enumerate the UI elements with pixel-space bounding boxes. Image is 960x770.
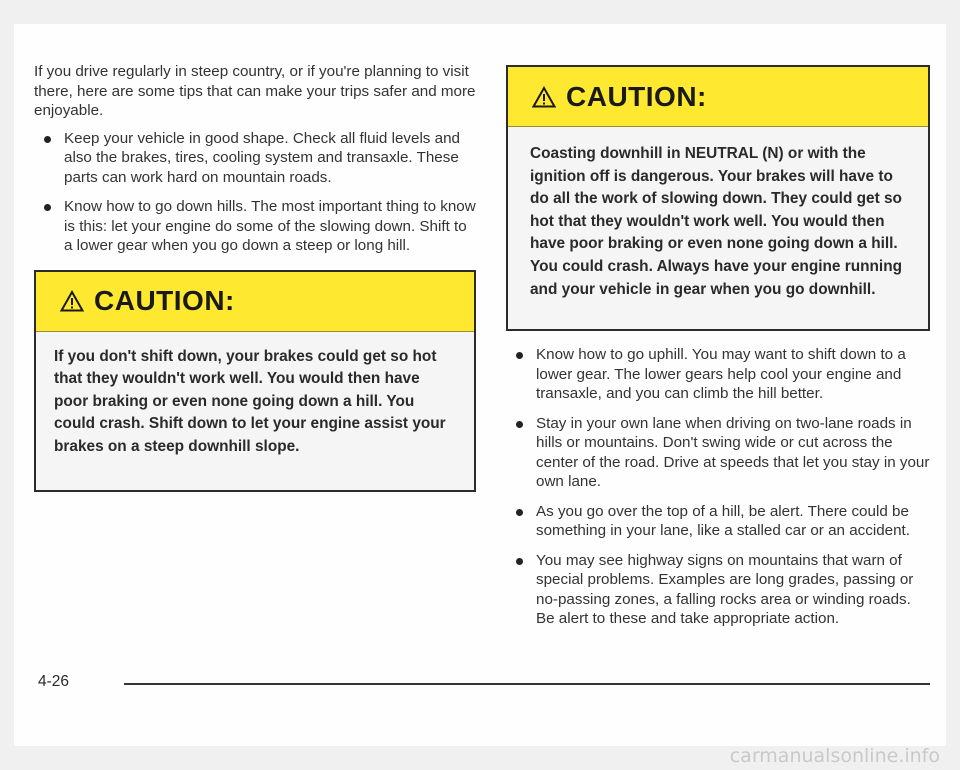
bullet-icon [516,558,523,565]
left-bullet-list [34,129,476,256]
caution-box-right [506,65,930,331]
caution-text: If you don't shift down, your brakes could get so hot that they wouldn't work well. You would then have poor braking or even none going down a hill. You could crash. Shift down to let your engine assist your brakes on a steep downhill slope. [54,347,446,455]
bullet-icon [44,204,51,211]
caution-header [36,272,474,332]
warning-triangle-icon [532,86,556,108]
list-item: Keep your vehicle in good shape. Check all fluid levels and also the brakes, tires, cooling system and transaxle. These parts can work hard on mountain roads. [34,129,476,188]
bullet-icon [516,352,523,359]
footer-divider [124,683,930,685]
right-bullet-list [506,345,930,629]
warning-triangle-icon [60,290,84,312]
left-column [34,62,476,492]
caution-box-left [34,270,476,492]
caution-header [508,67,928,127]
bullet-icon [516,509,523,516]
page-number: 4-26 [38,673,70,690]
watermark-text: carmanualsonline.info [729,745,940,767]
intro-paragraph: If you drive regularly in steep country, or if you're planning to visit there, here are some tips that can make your trips safer and more enjoyable. [34,63,476,119]
caution-title: CAUTION: [566,80,707,112]
caution-title: CAUTION: [94,285,235,316]
list-item: You may see highway signs on mountains that warn of special problems. Examples are long grades, passing or no-passing zones, a falling rocks area or winding roads. Be alert to these and take appropriate action. [506,551,930,629]
list-item: Stay in your own lane when driving on two-lane roads in hills or mountains. Don't swing wide or cut across the center of the road. Drive at speeds that let you stay in your own lane. [506,414,930,492]
list-item: Know how to go down hills. The most important thing to know is this: let your engine do some of the slowing down. Shift to a lower gear when you go down a steep or long hill. [34,197,476,256]
right-column [506,62,930,639]
caution-text: Coasting downhill in NEUTRAL (N) or with the ignition off is dangerous. Your brakes will have to do all the work of slowing down. They could get so hot that they wouldn't work well. You would then have poor braking or even none going down a hill. You could crash. Always have your engine running and your vehicle in gear when you go downhill. [530,145,903,298]
list-item: As you go over the top of a hill, be alert. There could be something in your lane, like a stalled car or an accident. [506,502,930,541]
bullet-icon [516,421,523,428]
bullet-icon [44,136,51,143]
list-item: Know how to go uphill. You may want to shift down to a lower gear. The lower gears help cool your engine and transaxle, and you can climb the hill better. [506,345,930,404]
